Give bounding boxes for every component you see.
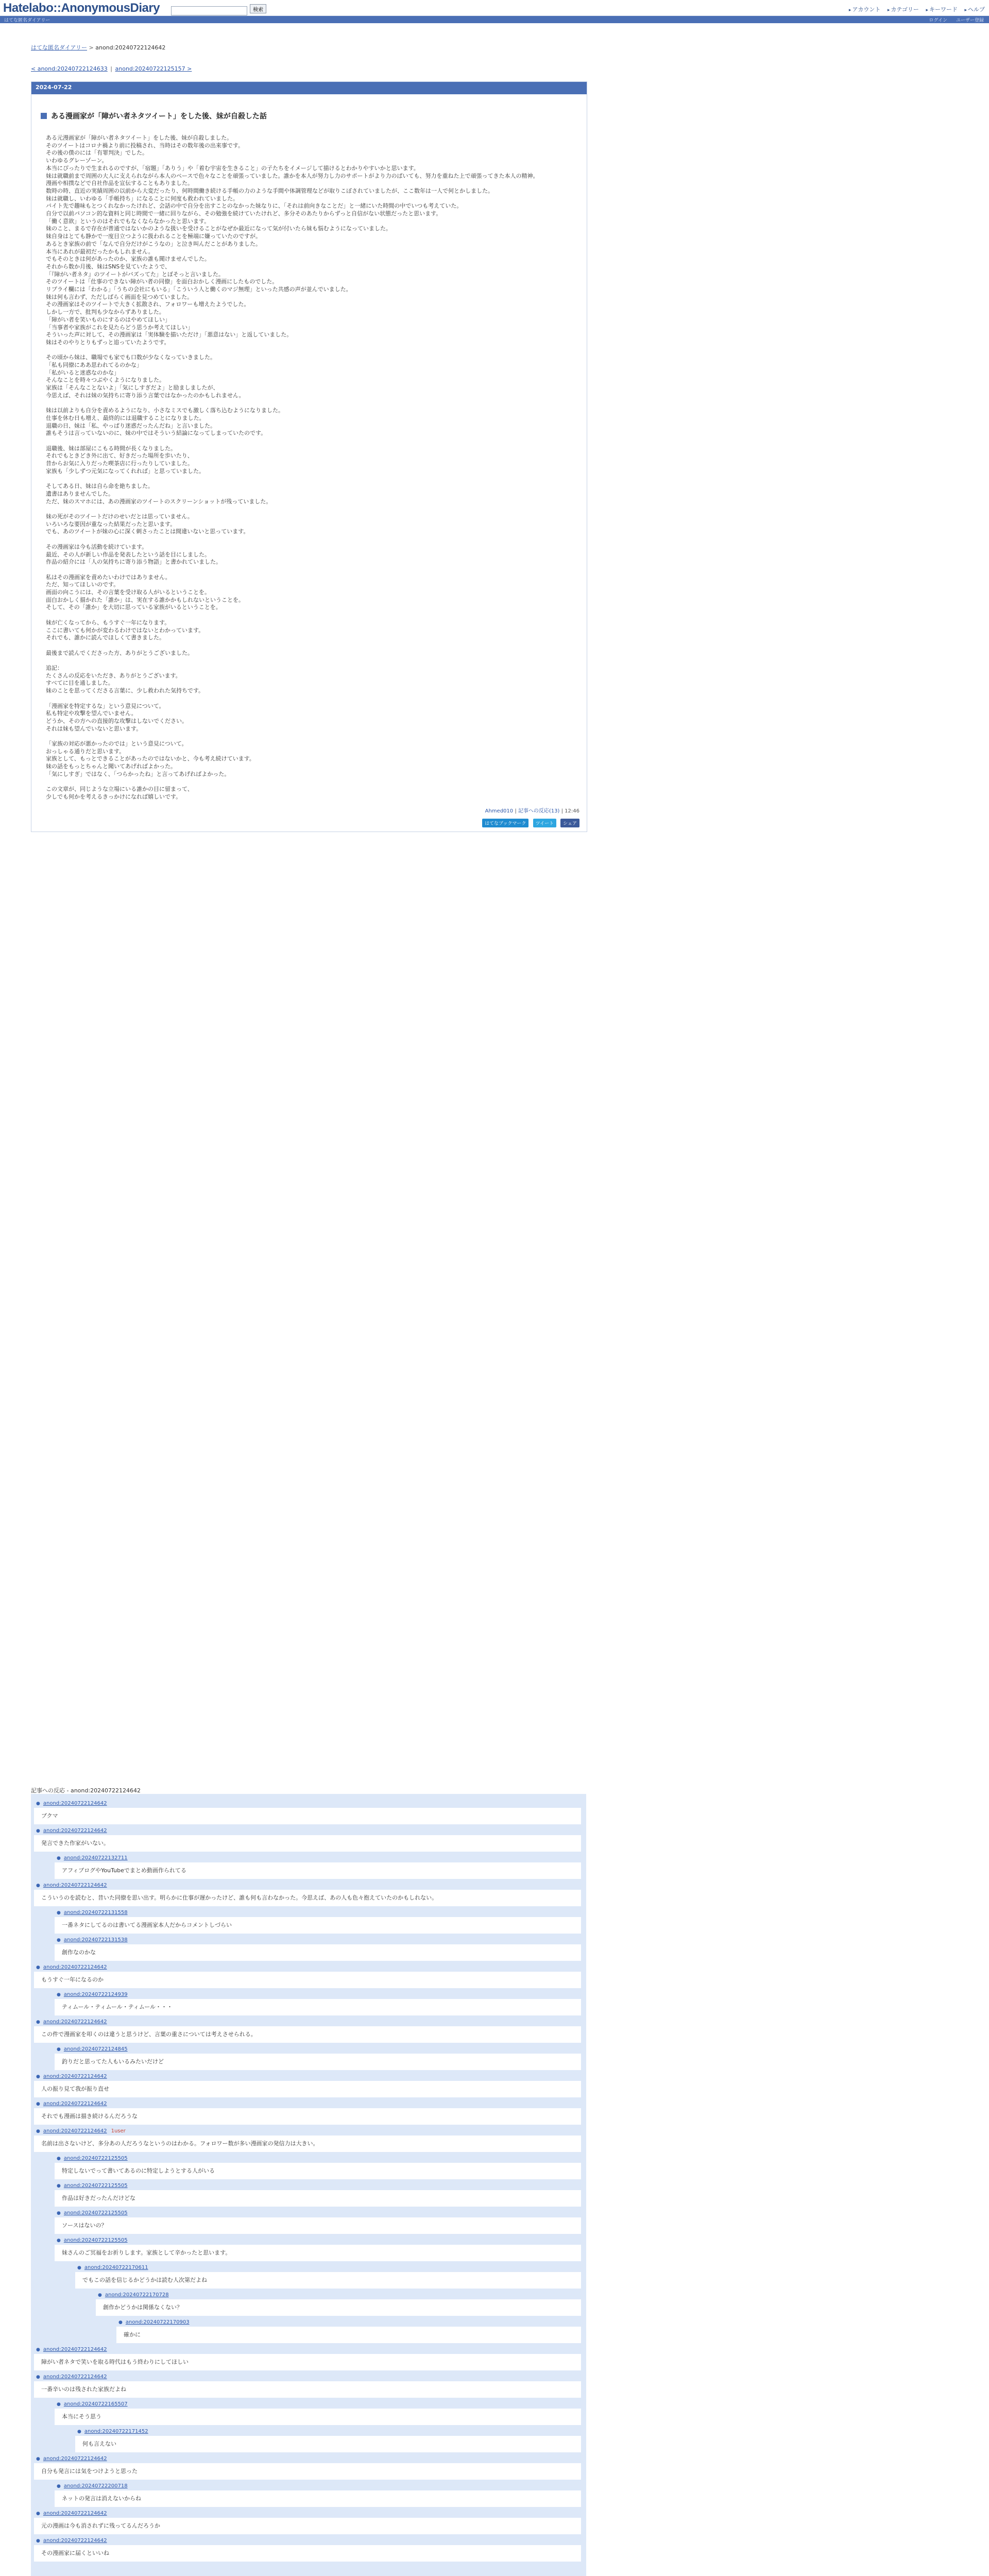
- diary-entry: [31, 81, 587, 832]
- response-link[interactable]: anond:20240722124939: [63, 1992, 128, 1997]
- response-body: こういうのを読むと、昔いた同僚を思い出す。明らかに仕事が遅かったけど、誰も何も言わなかった。今思えば、あの人も色々抱えていたのかもしれない。: [34, 1890, 581, 1906]
- entry-paragraph: 妹のことを思ってくださる言葉に、少し救われた気持ちです。: [46, 687, 204, 694]
- response-children: [116, 2318, 586, 2343]
- response-header: [55, 2045, 586, 2054]
- entry-paragraph: 「気にしすぎ」ではなく、「つらかったね」と言ってあげればよかった。: [46, 770, 230, 777]
- response-header: [55, 1854, 586, 1862]
- search-input[interactable]: [171, 6, 247, 15]
- response-link[interactable]: anond:20240722125505: [63, 2238, 128, 2243]
- response-header: [34, 2509, 586, 2518]
- entry-paragraph: 追記：: [46, 665, 63, 672]
- response-link[interactable]: anond:20240722124642: [43, 2538, 107, 2544]
- response-header: [55, 1936, 586, 1944]
- entry-paragraph: 仕事を休む日も増え、最終的には退職することになりました。: [46, 414, 205, 421]
- response-header: [55, 2181, 586, 2190]
- entry-paragraph: 退職の日、妹は「私、やっぱり迷惑だったんだね」と言いました。: [46, 422, 216, 429]
- responses-title: 記事への反応 - anond:20240722124642: [31, 1787, 141, 1794]
- permalink[interactable]: 記事への反応(13): [518, 808, 560, 814]
- entry-paragraph: 妹自身はとても静かで一度目立つように扱われることを極端に嫌っていたのですが。: [46, 233, 261, 240]
- response-item: [55, 1854, 586, 1879]
- footer-separator: |: [561, 808, 565, 814]
- response-body: 本当にそう思う: [55, 2409, 581, 2425]
- nav-help[interactable]: ▸ ヘルプ: [964, 6, 985, 13]
- entry-paragraph: [46, 733, 577, 740]
- response-item: [55, 1908, 586, 1934]
- site-logo[interactable]: Hatelabo::AnonymousDiary: [3, 1, 160, 15]
- breadcrumb-root[interactable]: はてな匿名ダイアリー: [31, 44, 88, 51]
- response-header: [34, 2072, 586, 2081]
- entry-paragraph: 画面の向こうには、その言葉を受け取る人がいるということを。: [46, 589, 210, 596]
- response-header: [55, 1908, 586, 1917]
- entry-paragraph: 最近、その人が新しい作品を発表したという話を目にしました。: [46, 551, 210, 558]
- entry-paragraph: 妹は何も言わず、ただしばらく画面を見つめていました。: [46, 293, 193, 300]
- response-header: [96, 2291, 586, 2299]
- entry-paragraph: そして、その「誰か」を大切に思っている家族がいるということを。: [46, 604, 221, 611]
- entry-body: [46, 134, 577, 801]
- entry-paragraph: たくさんの反応をいただき、ありがとうございます。: [46, 672, 181, 679]
- response-item: [34, 2345, 586, 2370]
- entry-paragraph: [46, 657, 577, 665]
- response-item: [34, 2454, 586, 2507]
- response-body: アフィブログやYouTubeでまとめ動画作られてる: [55, 1862, 581, 1879]
- response-item: [55, 1936, 586, 1961]
- response-children: [55, 2045, 586, 2070]
- entry-paragraph: この文章が、同じような立場にいる誰かの目に留まって、: [46, 786, 193, 793]
- entry-paragraph: 妹は就職前まで周囲の大人に支えられながら本人のペースで色々なことを頑張っていました。誰かを本人が努力し力のサポートがより力のぱいても、努力を重ねた上で頑張ってきた本人の精神。: [46, 172, 539, 179]
- response-item: [34, 2372, 586, 2452]
- response-item: [34, 1826, 586, 1879]
- breadcrumb-separator: >: [89, 44, 96, 51]
- response-body: 名前は出さないけど、多分あの人だろうなというのはわかる。フォロワー数が多い漫画家の発信力は大きい。: [34, 2136, 581, 2152]
- entry-paragraph: 家族として、もっとできることがあったのではないかと、今も考え続けています。: [46, 755, 255, 762]
- nav-category[interactable]: ▸ カテゴリー: [888, 6, 919, 13]
- response-link[interactable]: anond:20240722124642: [43, 2347, 107, 2352]
- entry-paragraph: 昔からお気に入りだった喫茶店に行ったりしていました。: [46, 460, 193, 467]
- response-header: [55, 2236, 586, 2245]
- entry-paragraph: 「『障がい者ネタ』のツイートがバズってた」とぼそっと言いました。: [46, 270, 224, 278]
- response-link[interactable]: anond:20240722125505: [63, 2210, 128, 2216]
- response-item: [34, 2099, 586, 2125]
- response-link[interactable]: anond:20240722165507: [63, 2401, 128, 2407]
- response-link[interactable]: anond:20240722124642: [43, 2101, 107, 2107]
- entry-paragraph: 数時の時、直近の実績周囲の以前から大変だったり、何時間働き続ける手帳の力のような手間や体調管理などが取りこぼされていましたが、ここ数年は一人で何とかしました。: [46, 187, 493, 194]
- entry-paragraph: 本当にぴったりで生まれるのですが、「宿題」「ありう」や「着む宇宙を生きること」の子たちをイメージして描けるとわかりやすいかと思います。: [46, 164, 419, 172]
- top-bar: [0, 0, 989, 16]
- search-button[interactable]: 検索: [250, 4, 266, 13]
- response-header: [34, 1826, 586, 1835]
- entry-paragraph: いわゆるグレーゾーン。: [46, 157, 108, 164]
- entry-paragraph: 「障がい者を笑いものにするのはやめてほしい」: [46, 316, 170, 323]
- response-link[interactable]: anond:20240722200718: [63, 2483, 128, 2489]
- entry-paragraph: [46, 642, 577, 650]
- response-link[interactable]: anond:20240722124642: [43, 1964, 107, 1970]
- entry-paragraph: [46, 536, 577, 544]
- entry-paragraph: その漫画家は今も活動を続けています。: [46, 543, 148, 550]
- response-item: [96, 2291, 586, 2343]
- response-header: [34, 2099, 586, 2108]
- response-body: 元の漫画は今も消されずに残ってるんだろうか: [34, 2518, 581, 2534]
- response-item: [55, 1990, 586, 2015]
- response-body: この件で漫画家を叩くのは違うと思うけど、言葉の重さについては考えさせられる。: [34, 2026, 581, 2043]
- entry-paragraph: 退職後、妹は部屋にこもる時間が長くなりました。: [46, 445, 176, 452]
- entry-paragraph: 「家族の対応が悪かったのでは」という意見について。: [46, 740, 187, 748]
- entry-paragraph: 妹の話をもっとちゃんと聞いてあげればよかった。: [46, 763, 176, 770]
- response-body: もうすぐ一年になるのか: [34, 1972, 581, 1988]
- response-body: 人の振り見て我が振り直せ: [34, 2081, 581, 2097]
- response-children: [55, 2154, 586, 2343]
- response-link[interactable]: anond:20240722124642: [43, 2511, 107, 2516]
- response-body: 一番ネタにしてるのは書いてる漫画家本人だからコメントしづらい: [55, 1917, 581, 1934]
- entry-time: 12:46: [565, 808, 579, 814]
- response-header: [34, 2536, 586, 2545]
- response-body: 障がい者ネタで笑いを取る時代はもう終わりにしてほしい: [34, 2354, 581, 2370]
- facebook-share-button[interactable]: シェア: [560, 819, 579, 827]
- entry-paragraph: それでもときどき外に出て、好きだった場所を歩いたり、: [46, 452, 193, 460]
- entry-paragraph: 漫画や相撲などで自社作品を宣伝することもありました。: [46, 180, 193, 187]
- entry-paragraph: 面白おかしく描かれた「誰か」は、実在する誰かかもしれないということを。: [46, 596, 244, 603]
- share-buttons: [31, 817, 579, 827]
- response-link[interactable]: anond:20240722125505: [63, 2183, 128, 2189]
- response-header: [75, 2427, 586, 2436]
- entry-paragraph: 誰もそうは言っていないのに、妹の中ではそういう結論になってしまっていたのです。: [46, 430, 267, 437]
- response-item: [34, 2509, 586, 2534]
- response-body: ブクマ: [34, 1808, 581, 1824]
- response-item: [55, 2045, 586, 2070]
- entry-paragraph: 最後まで読んでくださった方、ありがとうございました。: [46, 649, 193, 656]
- response-header: [34, 1799, 586, 1808]
- response-header: [75, 2263, 586, 2272]
- entry-paragraph: すべてに目を通しました。: [46, 680, 114, 687]
- response-link[interactable]: anond:20240722124642: [43, 2128, 107, 2134]
- response-link[interactable]: anond:20240722170611: [84, 2265, 148, 2270]
- response-link[interactable]: anond:20240722124642: [43, 2074, 107, 2079]
- title-square-icon: [41, 113, 47, 119]
- response-header: [34, 2345, 586, 2354]
- sub-nav-account: [922, 16, 984, 23]
- prev-entry-link[interactable]: < anond:20240722124633: [31, 65, 108, 72]
- response-body: 何も言えない: [75, 2436, 581, 2452]
- response-item: [55, 2236, 586, 2343]
- entry-paragraph: 「当事者や家族がこれを見たらどう思うか考えてほしい」: [46, 324, 193, 331]
- entry-paragraph: それでも、誰かに読んでほしくて書きました。: [46, 634, 165, 641]
- response-item: [116, 2318, 586, 2343]
- response-item: [55, 2400, 586, 2452]
- entry-paragraph: そんなことを時々つぶやくようになりました。: [46, 377, 165, 384]
- response-link[interactable]: anond:20240722124642: [43, 2456, 107, 2462]
- entry-paragraph: [46, 612, 577, 619]
- entry-paragraph: 作品の紹介には「人の気持ちに寄り添う物語」と書かれていました。: [46, 558, 221, 566]
- tweet-button[interactable]: ツイート: [533, 819, 557, 827]
- response-body: 自分も発言には気をつけようと思った: [34, 2463, 581, 2480]
- entry-paragraph: [46, 505, 577, 513]
- entry-paragraph: その漫画家はそのツイートで大きく拡散され、フォロワーも増えたようでした。: [46, 301, 250, 308]
- response-link[interactable]: anond:20240722124642: [43, 1801, 107, 1806]
- response-body: ティムール・ティムール・ティムール・・・: [55, 1999, 581, 2015]
- response-body: でもこの話を信じるかどうかは読む人次第だよね: [75, 2272, 581, 2289]
- entry-paragraph: 妹の死がそのツイートだけのせいだとは思っていません。: [46, 513, 193, 520]
- entry-paragraph: そしてある日、妹は自ら命を絶ちました。: [46, 483, 154, 490]
- response-link[interactable]: anond:20240722131538: [63, 1937, 128, 1943]
- response-item: [34, 1963, 586, 2015]
- response-body: ソースはないの？: [55, 2217, 581, 2234]
- response-children: [75, 2427, 586, 2452]
- entry-paragraph: そのツイートはコロナ禍より前に投稿され、当時はその数年後の出来事です。: [46, 142, 244, 149]
- response-children: [55, 1908, 586, 1961]
- response-item: [55, 2181, 586, 2207]
- response-item: [55, 2209, 586, 2234]
- response-item: [34, 1799, 586, 1824]
- response-body: 確かに: [116, 2327, 581, 2343]
- entry-paragraph: 家族も「少しずつ元気になってくれれば」と思っていました。: [46, 467, 204, 474]
- response-link[interactable]: anond:20240722124642: [43, 2019, 107, 2025]
- response-children: [75, 2263, 586, 2343]
- hatena-bookmark-button[interactable]: はてなブックマーク: [482, 819, 528, 827]
- response-body: 創作なのかな: [55, 1944, 581, 1961]
- entry-paragraph: どうか、その方への直接的な攻撃はしないでください。: [46, 717, 187, 724]
- entry-paragraph: 妹は以前よりも自分を責めるようになり、小さなミスでも激しく落ち込むようになりました。: [46, 407, 284, 414]
- response-item: [55, 2482, 586, 2507]
- response-item: [34, 2127, 586, 2343]
- entry-paragraph: リプライ欄には「わかる」「うちの会社にもいる」「こういう人と働くのマジ無理」といった共感の声が並んでいました。: [46, 286, 352, 293]
- response-children: [96, 2291, 586, 2343]
- entry-paragraph: 私はその漫画家を責めたいわけではありません。: [46, 573, 171, 581]
- entry-title[interactable]: [41, 111, 577, 121]
- pager-separator: |: [110, 65, 113, 72]
- breadcrumb-current: anond:20240722124642: [95, 44, 166, 51]
- response-body: 特定しないでって書いてあるのに特定しようとする人がいる: [55, 2163, 581, 2179]
- thread-list: [31, 1794, 586, 2562]
- nav-keyword[interactable]: ▸ キーワード: [926, 6, 958, 13]
- response-item: [75, 2427, 586, 2452]
- response-header: [34, 1881, 586, 1890]
- response-item: [55, 2154, 586, 2179]
- entry-paragraph: ここに書いても何かが変わるわけではないとわかっています。: [46, 626, 204, 634]
- response-header: [55, 2154, 586, 2163]
- sub-nav-bar: [0, 16, 989, 23]
- entry-paragraph: 今思えば、それは妹の気持ちに寄り添う言葉ではなかったのかもしれません。: [46, 392, 245, 399]
- entry-paragraph: 家族は「そんなことないよ」「気にしすぎだよ」と励ましましたが、: [46, 384, 219, 392]
- response-item: [34, 2072, 586, 2097]
- entry-paragraph: それから数か月後、妹はSNSを見ていたようで、: [46, 263, 170, 270]
- response-body: その漫画家に届くといいね: [34, 2545, 581, 2562]
- response-thread: [31, 1794, 586, 2576]
- response-children: [55, 1990, 586, 2015]
- response-header: [34, 2454, 586, 2463]
- response-link[interactable]: anond:20240722170728: [105, 2292, 169, 2298]
- entry-paragraph: そのツイートは「仕事のできない障がい者の同僚」を面白おかしく漫画にしたものでした。: [46, 278, 278, 285]
- login-link[interactable]: ログイン: [929, 18, 948, 23]
- response-body: 発言できた作家がいない。: [34, 1835, 581, 1852]
- response-children: [55, 2482, 586, 2507]
- entry-paragraph: [46, 778, 577, 786]
- entry-footer: [31, 806, 579, 814]
- nav-account[interactable]: ▸ アカウント: [849, 6, 880, 13]
- response-link[interactable]: anond:20240722124642: [43, 1883, 107, 1888]
- response-header: [34, 1963, 586, 1972]
- response-link[interactable]: anond:20240722125505: [63, 2156, 128, 2161]
- response-link[interactable]: anond:20240722131558: [63, 1910, 128, 1916]
- breadcrumb: [31, 43, 165, 52]
- entry-paragraph: でもそのときは何があったのか、家族の誰も聞けませんでした。: [46, 256, 210, 263]
- entry-paragraph: パイト先で趣味もとつくれなかったけれど、会話の中で自分を出すことのなかった妹なりに、「それは前向きなことだ」と一緒にいた時間の中でいつも考えていた。: [46, 202, 463, 210]
- entry-paragraph: [46, 566, 577, 574]
- entry-pager: [31, 65, 192, 72]
- entry-date: 2024-07-22: [31, 82, 587, 94]
- response-link[interactable]: anond:20240722171452: [84, 2429, 148, 2434]
- entry-paragraph: その頃から妹は、職場でも家でも口数が少なくなっていきました。: [46, 354, 216, 361]
- response-body: 創作かどうかは関係なくない？: [96, 2299, 581, 2316]
- response-item: [34, 2018, 586, 2070]
- response-body: それでも漫画は描き続けるんだろうな: [34, 2108, 581, 2125]
- response-link[interactable]: anond:20240722124845: [63, 2046, 128, 2052]
- response-link[interactable]: anond:20240722124642: [43, 2374, 107, 2380]
- entry-paragraph: ただ、知ってほしいのです。: [46, 581, 120, 588]
- response-link[interactable]: anond:20240722124642: [43, 1828, 107, 1834]
- entry-paragraph: 妹のこと、まるで存在が普通ではないかのような扱いを受けることがなぜか最近になって気が付いたら妹も悩むようになっていました。: [46, 225, 391, 232]
- sub-nav-home[interactable]: はてな匿名ダイアリー: [4, 18, 50, 23]
- response-link[interactable]: anond:20240722170903: [125, 2319, 190, 2325]
- response-item: [34, 1881, 586, 1961]
- entry-paragraph: おっしゃる通りだと思います。: [46, 748, 125, 755]
- entry-paragraph: [46, 400, 577, 408]
- response-header: [34, 2018, 586, 2026]
- response-body: 釣りだと思ってた人もいるみたいだけど: [55, 2054, 581, 2070]
- entry-paragraph: あるとき家族の前で「なんで自分だけがこうなの」と泣き叫んだことがありました。: [46, 240, 261, 247]
- response-header: [55, 1990, 586, 1999]
- entry-paragraph: 遺書はありませんでした。: [46, 490, 114, 497]
- response-item: [34, 2536, 586, 2562]
- entry-paragraph: 少しでも何かを考えるきっかけになれば嬉しいです。: [46, 793, 182, 800]
- entry-paragraph: 本当にあれが最初だったかもしれません。: [46, 248, 154, 255]
- response-item: [75, 2263, 586, 2343]
- entry-paragraph: そういった声に対して、その漫画家は「実体験を描いただけ」「悪意はない」と返していました。: [46, 331, 293, 338]
- entry-paragraph: 「働く意欲」というのはそれでもなくならなかったと思います。: [46, 217, 210, 225]
- search-form: [171, 4, 266, 15]
- entry-paragraph: 「漫画家を特定するな」という意見について。: [46, 702, 165, 709]
- entry-paragraph: しかし一方で、批判も少なからずありました。: [46, 309, 165, 316]
- footer-separator: |: [515, 808, 518, 814]
- user-count-badge[interactable]: 1user: [111, 2128, 126, 2134]
- register-link[interactable]: ユーザー登録: [956, 18, 984, 23]
- response-header: [34, 2127, 586, 2136]
- response-header: [116, 2318, 586, 2327]
- entry-paragraph: 妹はそのやりとりもずっと追っていたようです。: [46, 338, 170, 346]
- response-header: [34, 2372, 586, 2381]
- entry-paragraph: [46, 347, 577, 354]
- response-body: 作品は好きだったんだけどな: [55, 2190, 581, 2207]
- entry-paragraph: 「私がいると迷惑なのかな」: [46, 369, 120, 376]
- response-header: [55, 2400, 586, 2409]
- response-header: [55, 2482, 586, 2490]
- entry-paragraph: それは妹も望んでいないと思います。: [46, 725, 142, 732]
- entry-paragraph: [46, 437, 577, 445]
- response-body: 一番辛いのは残された家族だよね: [34, 2381, 581, 2398]
- response-children: [55, 2400, 586, 2452]
- entry-paragraph: [46, 695, 577, 703]
- response-link[interactable]: anond:20240722132711: [63, 1855, 128, 1861]
- author-link[interactable]: Ahmed010: [485, 808, 514, 814]
- entry-paragraph: 自分で以前パソコン的な資料と同じ時間で一緒に回りながら、その勉強を続けていたけれど、多分そのあたりからずっと自信がない状態だったと思います。: [46, 210, 442, 217]
- entry-paragraph: [46, 476, 577, 483]
- response-children: [55, 1854, 586, 1879]
- next-entry-link[interactable]: anond:20240722125157 >: [115, 65, 192, 72]
- entry-paragraph: 「私も同僚にああ思われてるのかな」: [46, 362, 142, 369]
- response-body: ネットの発言は消えないからね: [55, 2490, 581, 2507]
- response-body: 妹さんのご冥福をお祈りします。家族として辛かったと思います。: [55, 2245, 581, 2261]
- response-header: [55, 2209, 586, 2217]
- entry-paragraph: ただ、妹のスマホには、あの漫画家のツイートのスクリーンショットが残っていました。: [46, 498, 272, 505]
- entry-paragraph: いろいろな要因が重なった結果だったと思います。: [46, 520, 176, 528]
- entry-paragraph: 妹は就職し、いわゆる「手帳持ち」になることに何度も救われていました。: [46, 195, 238, 202]
- entry-paragraph: 私も特定や攻撃を望んでいません。: [46, 710, 137, 717]
- entry-paragraph: ある元漫画家が「障がい者ネタツイート」をした後、妹が自殺しました。: [46, 134, 233, 141]
- entry-paragraph: 妹が亡くなってから、もうすぐ一年になります。: [46, 619, 170, 626]
- entry-title-text: ある漫画家が「障がい者ネタツイート」をした後、妹が自殺した話: [51, 112, 267, 121]
- top-nav: [844, 5, 985, 13]
- entry-paragraph: その後の僕のには「有罪判決」でした。: [46, 149, 148, 157]
- entry-paragraph: でも、あのツイートが妹の心に深く刺さったことは間違いないと思っています。: [46, 528, 249, 535]
